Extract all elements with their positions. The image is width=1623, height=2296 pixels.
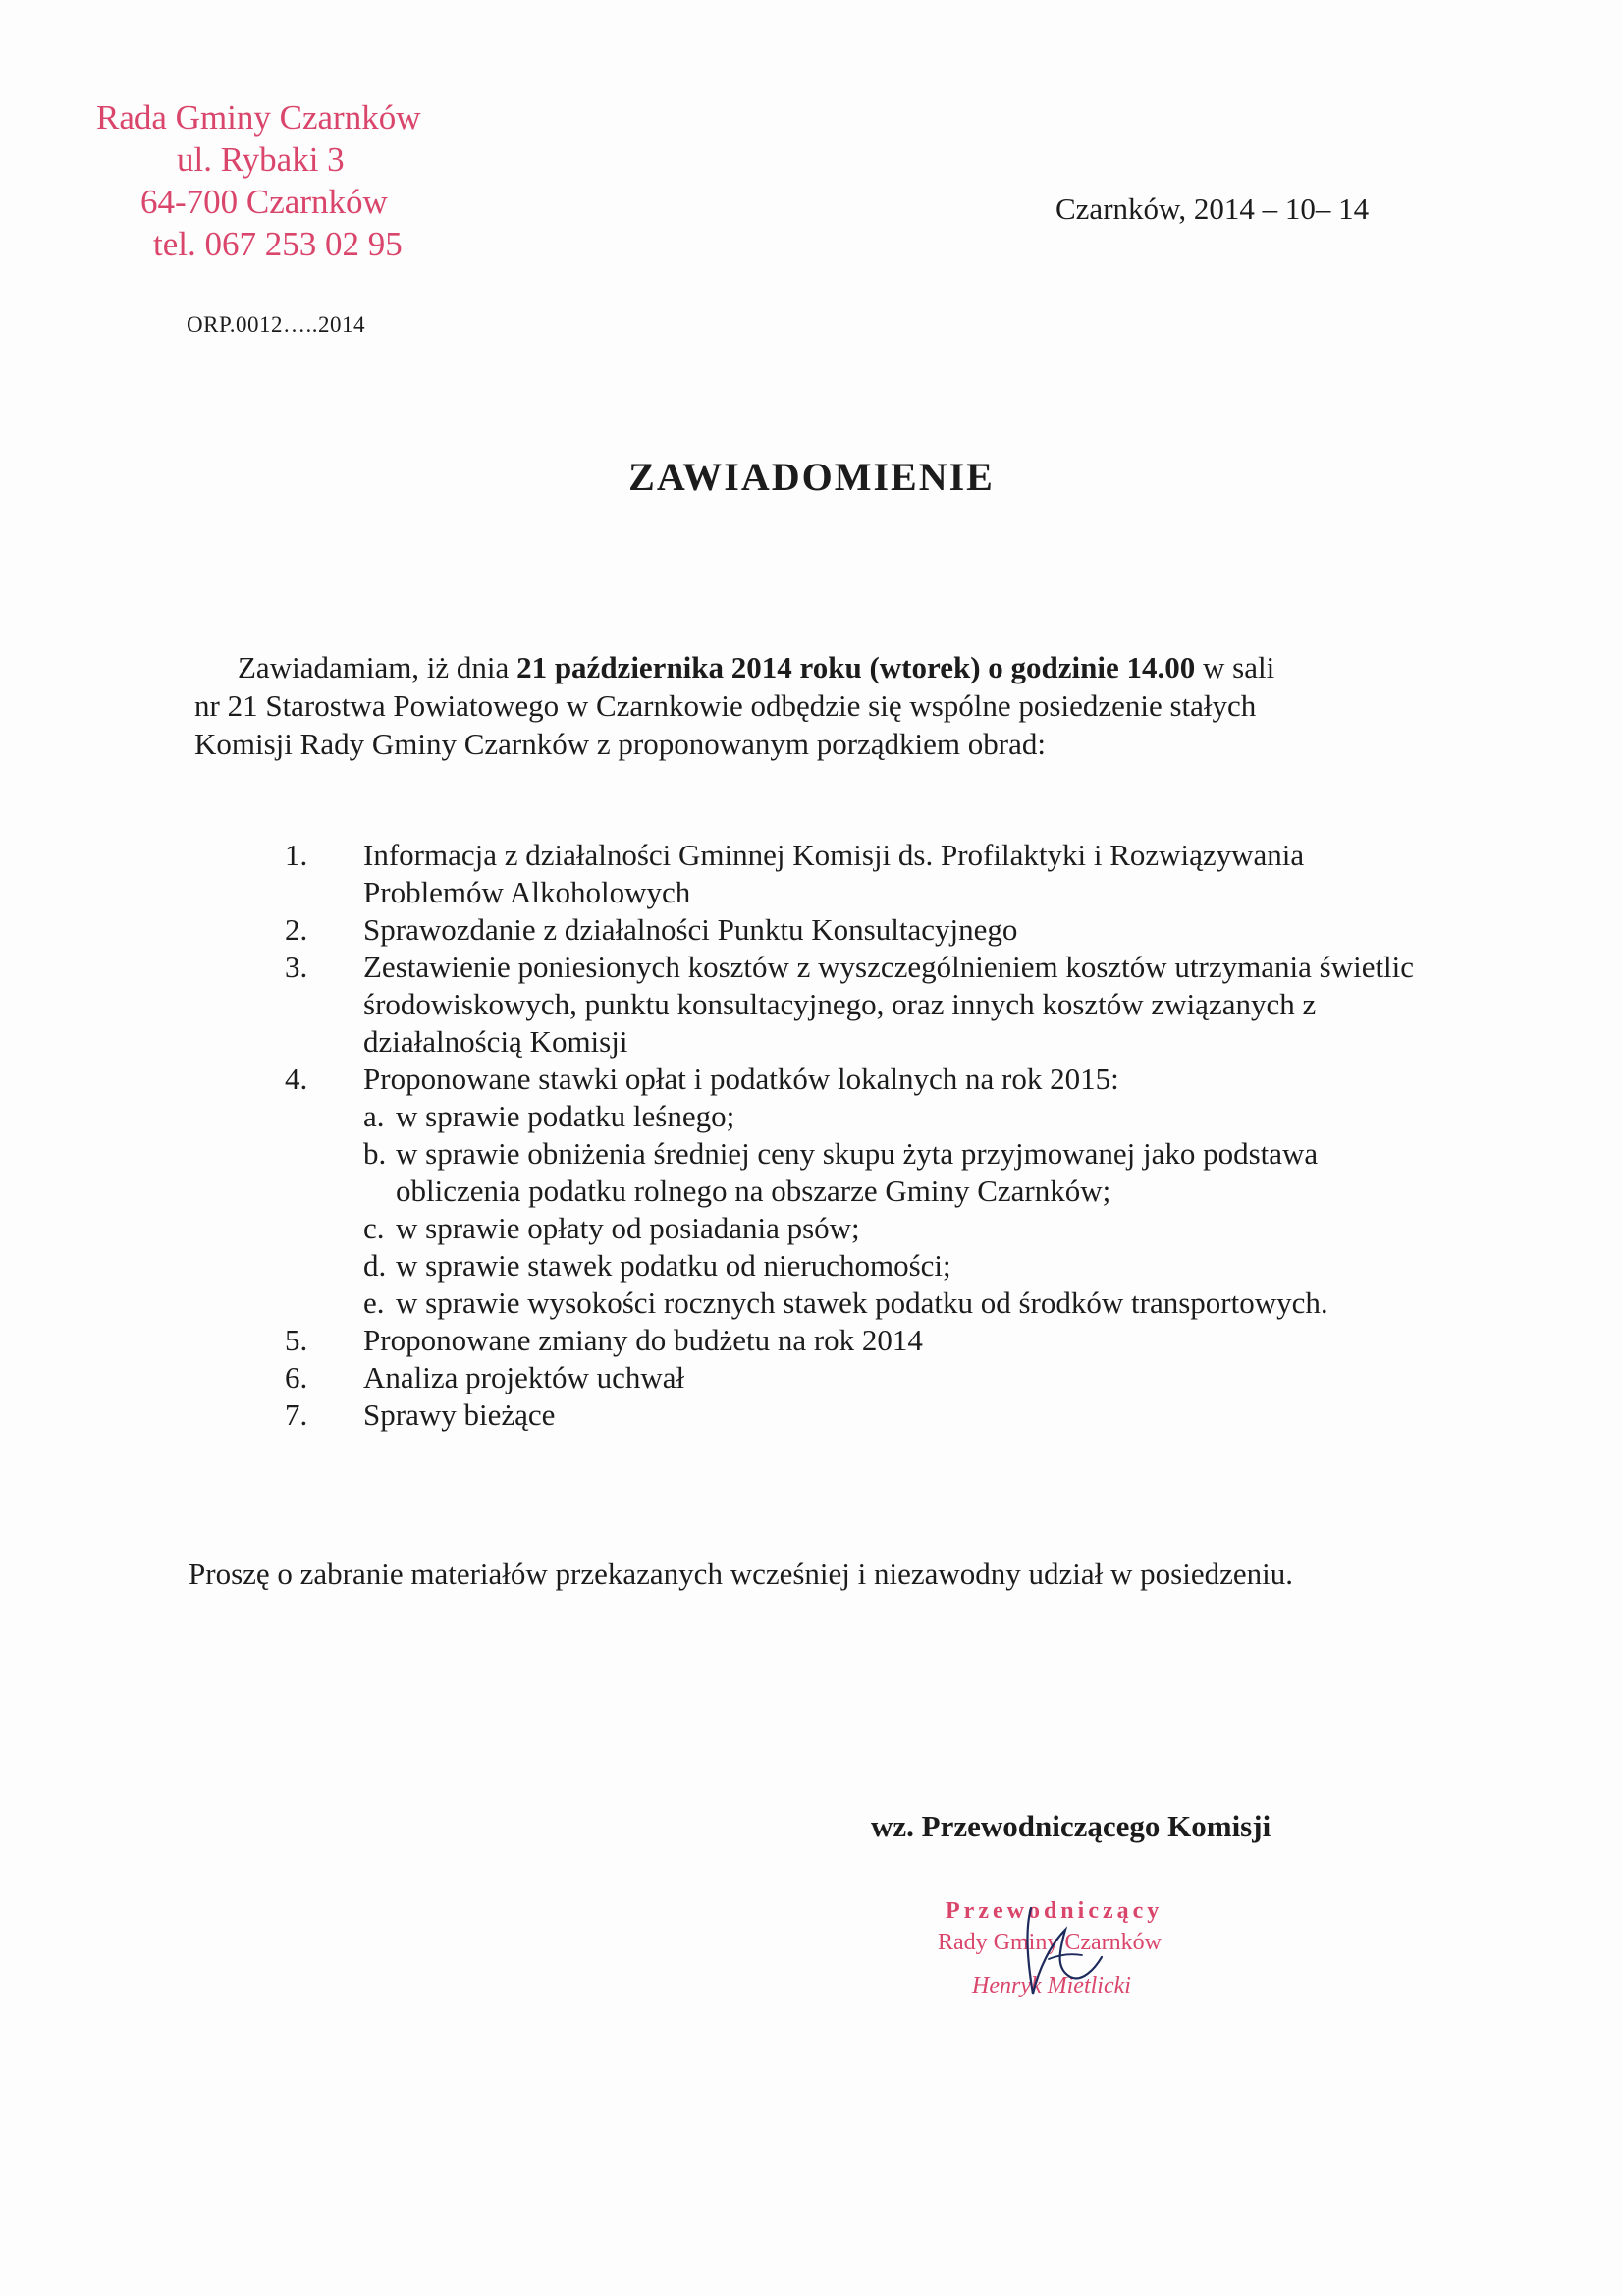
agenda-text: Informacja z działalności Gminnej Komisji ds. Profilaktyki i Rozwiązywania Problemów Alkoholowych bbox=[363, 838, 1305, 909]
agenda-list bbox=[285, 837, 1424, 1434]
subitem-letter: b. bbox=[363, 1136, 387, 1171]
agenda-number: 5. bbox=[285, 1323, 308, 1357]
intro-text-end: w sali bbox=[1195, 650, 1275, 684]
subitem-text: w sprawie obniżenia średniej ceny skupu żyta przyjmowanej jako podstawa obliczenia podatku rolnego na obszarze Gminy Czarnków; bbox=[396, 1136, 1319, 1208]
agenda-item-4 bbox=[285, 1061, 1424, 1322]
intro-paragraph bbox=[194, 648, 1422, 763]
agenda-text: Analiza projektów uchwał bbox=[363, 1360, 685, 1394]
stamp-postal-city: 64-700 Czarnków bbox=[140, 183, 388, 221]
agenda-item-5 bbox=[285, 1322, 1424, 1359]
agenda-text: Sprawy bieżące bbox=[363, 1397, 556, 1432]
council-address-stamp bbox=[96, 96, 489, 265]
agenda-item-4-body bbox=[363, 1061, 1424, 1322]
subitem-letter: d. bbox=[363, 1248, 387, 1283]
agenda-text: Zestawienie poniesionych kosztów z wyszczególnieniem kosztów utrzymania świetlic środowiskowych, punktu konsultacyjnego, oraz innych kosztów związanych z działalnością Komisji bbox=[363, 950, 1415, 1059]
stamp-council-name: Rada Gminy Czarnków bbox=[96, 98, 421, 137]
signatory-line: wz. Przewodniczącego Komisji bbox=[871, 1809, 1271, 1843]
agenda-text: Proponowane stawki opłat i podatków lokalnych na rok 2015: bbox=[363, 1062, 1119, 1096]
subitem-text: w sprawie wysokości rocznych stawek podatku od środków transportowych. bbox=[396, 1285, 1328, 1320]
agenda-subitem-b bbox=[363, 1135, 1424, 1210]
agenda-number: 7. bbox=[285, 1397, 308, 1432]
stamp-phone: tel. 067 253 02 95 bbox=[153, 225, 403, 263]
document-date: Czarnków, 2014 – 10– 14 bbox=[1055, 191, 1370, 226]
agenda-item-3 bbox=[285, 949, 1424, 1061]
handwritten-signature bbox=[1011, 1900, 1119, 2008]
subitem-letter: c. bbox=[363, 1211, 385, 1245]
agenda-subitem-c bbox=[363, 1210, 1424, 1247]
document-title: ZAWIADOMIENIE bbox=[628, 455, 995, 499]
agenda-subitem-e bbox=[363, 1285, 1424, 1322]
intro-meeting-datetime: 21 października 2014 roku (wtorek) o godzinie 14.00 bbox=[516, 650, 1196, 684]
subitem-text: w sprawie stawek podatku od nieruchomości; bbox=[396, 1248, 951, 1283]
chairman-stamp-council: Rady Gminy Czarnków bbox=[938, 1930, 1162, 1955]
agenda-number: 6. bbox=[285, 1360, 308, 1394]
chairman-stamp-title: Przewodniczący bbox=[946, 1898, 1163, 1924]
agenda-item-7 bbox=[285, 1396, 1424, 1434]
chairman-stamp-name: Henryk Mietlicki bbox=[972, 1973, 1131, 1998]
subitem-letter: e. bbox=[363, 1285, 385, 1320]
subitem-letter: a. bbox=[363, 1099, 385, 1133]
agenda-item-1 bbox=[285, 837, 1424, 911]
subitem-text: w sprawie podatku leśnego; bbox=[396, 1099, 735, 1133]
agenda-item-2 bbox=[285, 911, 1424, 949]
agenda-number: 4. bbox=[285, 1062, 308, 1096]
closing-sentence: Proszę o zabranie materiałów przekazanych wcześniej i niezawodny udział w posiedzeniu. bbox=[189, 1557, 1293, 1591]
subitem-text: w sprawie opłaty od posiadania psów; bbox=[396, 1211, 860, 1245]
agenda-number: 1. bbox=[285, 838, 308, 872]
agenda-number: 3. bbox=[285, 950, 308, 984]
intro-text-start: Zawiadamiam, iż dnia bbox=[238, 650, 517, 684]
reference-number: ORP.0012…..2014 bbox=[187, 312, 365, 337]
agenda-item-6 bbox=[285, 1359, 1424, 1396]
stamp-street: ul. Rybaki 3 bbox=[177, 140, 345, 179]
intro-line-1 bbox=[194, 648, 1422, 686]
intro-line-2: nr 21 Starostwa Powiatowego w Czarnkowie odbędzie się wspólne posiedzenie stałych bbox=[194, 688, 1257, 723]
agenda-text: Sprawozdanie z działalności Punktu Konsultacyjnego bbox=[363, 912, 1018, 947]
intro-line-3: Komisji Rady Gminy Czarnków z proponowanym porządkiem obrad: bbox=[194, 727, 1046, 761]
agenda-subitem-d bbox=[363, 1247, 1424, 1285]
agenda-text: Proponowane zmiany do budżetu na rok 2014 bbox=[363, 1323, 923, 1357]
agenda-number: 2. bbox=[285, 912, 308, 947]
agenda-subitem-a bbox=[363, 1098, 1424, 1135]
